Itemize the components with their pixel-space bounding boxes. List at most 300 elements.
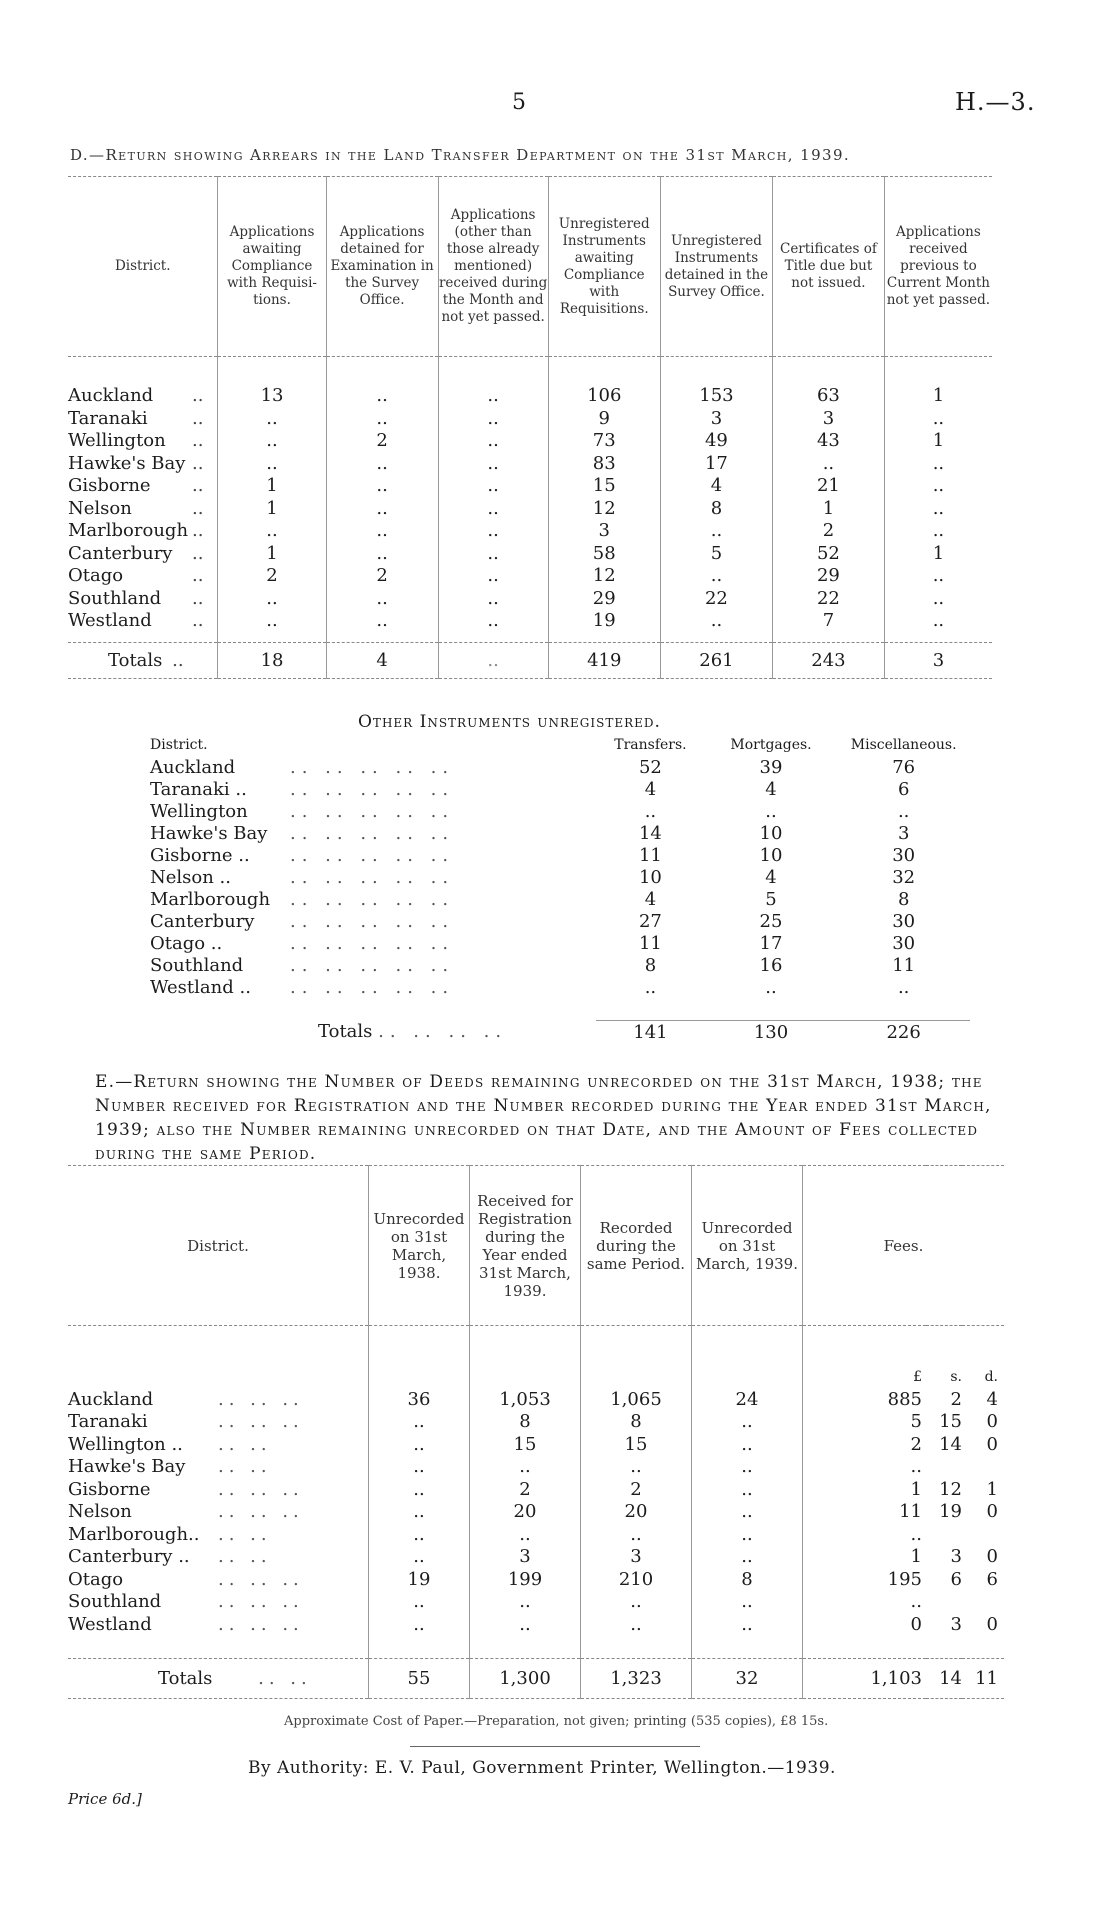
leader-dots: .. .. .. .. .. <box>290 910 455 932</box>
data-cell: 2 <box>326 565 438 588</box>
data-cell: 14 <box>638 822 662 844</box>
fees-pounds: 1 <box>803 1478 927 1501</box>
col-header-mortgages: Mortgages. <box>730 737 812 753</box>
data-cell: 8 <box>660 497 772 520</box>
data-cell: .. <box>644 976 657 998</box>
data-cell: 76 <box>892 756 916 778</box>
data-cell: .. <box>369 1523 470 1546</box>
fees-shillings <box>926 1523 962 1546</box>
district-cell <box>68 407 218 430</box>
data-cell: 153 <box>660 385 772 408</box>
data-cell: 4 <box>660 475 772 498</box>
data-cell: 4 <box>644 778 657 800</box>
district-name: Nelson .. <box>150 866 231 888</box>
leader-dots: .. .. <box>218 1433 272 1455</box>
data-cell: 13 <box>218 385 326 408</box>
table-row <box>68 1433 1004 1456</box>
data-cell: .. <box>470 1591 581 1614</box>
leader-dots: .. <box>192 452 204 474</box>
district-name: Canterbury <box>150 910 255 932</box>
district-name: Marlborough.. <box>68 1523 200 1545</box>
fees-shillings: 14 <box>939 1433 962 1455</box>
data-cell: 3 <box>660 407 772 430</box>
data-cell: 1 <box>218 542 326 565</box>
data-cell: .. <box>438 610 548 633</box>
data-cell: .. <box>369 1591 470 1614</box>
col-header: Unrecorded on 31st March, 1938. <box>369 1166 470 1326</box>
data-cell: 15 <box>470 1433 581 1456</box>
table-row <box>68 565 992 588</box>
district-name: Westland .. <box>150 976 251 998</box>
table-row <box>68 1523 1004 1546</box>
data-cell: .. <box>326 587 438 610</box>
fees-pence: 0 <box>986 1546 998 1568</box>
leader-dots: .. .. .. <box>218 1568 304 1590</box>
district-name: Hawke's Bay <box>68 1456 186 1478</box>
data-cell: 36 <box>369 1388 470 1411</box>
data-cell: .. <box>218 587 326 610</box>
table-row <box>150 756 970 778</box>
table-row <box>150 976 970 998</box>
total-cell: 261 <box>660 642 772 678</box>
fees-pence: 0 <box>986 1613 998 1635</box>
data-cell: 7 <box>773 610 885 633</box>
leader-dots: .. .. .. .. .. <box>290 778 455 800</box>
data-cell: .. <box>692 1501 803 1524</box>
leader-dots: .. .. .. .. .. <box>290 954 455 976</box>
leader-dots: .. .. .. <box>218 1388 304 1410</box>
total-cell: 18 <box>218 642 326 678</box>
data-cell: 3 <box>581 1546 692 1569</box>
leader-dots: .. .. <box>218 1456 272 1478</box>
col-header: Applications detained for Examination in the Survey Office. <box>326 177 438 357</box>
table-row <box>68 497 992 520</box>
data-cell: .. <box>897 800 910 822</box>
data-cell: .. <box>660 565 772 588</box>
data-cell: 52 <box>638 756 662 778</box>
data-cell: 11 <box>892 954 916 976</box>
district-name: Southland <box>150 954 244 976</box>
district-cell <box>68 475 218 498</box>
data-cell: .. <box>692 1523 803 1546</box>
total-cell: 243 <box>773 642 885 678</box>
data-cell: 27 <box>638 910 662 932</box>
district-cell <box>150 756 596 778</box>
district-name: Hawke's Bay <box>150 822 268 844</box>
data-cell: 8 <box>470 1411 581 1434</box>
table-row <box>68 1568 1004 1591</box>
district-cell <box>68 1501 369 1524</box>
totals-label <box>68 642 218 678</box>
data-cell: .. <box>369 1456 470 1479</box>
fee-unit-pounds: £ <box>803 1366 927 1389</box>
leader-dots: .. .. <box>218 1523 272 1545</box>
data-cell: .. <box>884 452 992 475</box>
leader-dots: .. <box>192 497 204 519</box>
data-cell: 3 <box>470 1546 581 1569</box>
table-row <box>68 385 992 408</box>
fees-pounds: 0 <box>803 1613 927 1636</box>
data-cell: 2 <box>773 520 885 543</box>
fees-pounds: 5 <box>803 1411 927 1434</box>
district-cell <box>68 1523 369 1546</box>
data-cell: .. <box>326 475 438 498</box>
data-cell: .. <box>369 1478 470 1501</box>
district-name: Gisborne <box>68 475 151 497</box>
data-cell: .. <box>644 800 657 822</box>
data-cell: .. <box>438 475 548 498</box>
leader-dots: .. .. .. .. .. <box>290 844 455 866</box>
leader-dots: .. <box>192 475 204 497</box>
data-cell: .. <box>692 1613 803 1636</box>
other-instruments-totals-row <box>150 1021 970 1044</box>
data-cell: .. <box>438 565 548 588</box>
district-cell <box>150 844 596 866</box>
data-cell: 3 <box>548 520 660 543</box>
table-d-totals-row <box>68 642 992 678</box>
district-cell <box>150 976 596 998</box>
total-cell: 1,300 <box>470 1659 581 1699</box>
fees-shillings <box>926 1591 962 1614</box>
data-cell: .. <box>884 610 992 633</box>
data-cell: .. <box>218 430 326 453</box>
total-cell: 3 <box>884 642 992 678</box>
district-cell <box>68 385 218 408</box>
data-cell: .. <box>884 520 992 543</box>
col-header-district: District. <box>68 177 218 357</box>
data-cell: 52 <box>773 542 885 565</box>
col-header: Applications awaiting Compliance with Requisi-tions. <box>218 177 326 357</box>
table-row <box>150 932 970 954</box>
table-row <box>68 1613 1004 1636</box>
table-row <box>150 844 970 866</box>
data-cell: .. <box>438 542 548 565</box>
district-cell <box>68 565 218 588</box>
fees-pounds: .. <box>803 1456 927 1479</box>
table-d-title: D.—Return showing Arrears in the Land Transfer Department on the 31st March, 1939. <box>70 146 851 164</box>
district-cell <box>150 866 596 888</box>
fees-pence: 0 <box>986 1501 998 1523</box>
total-cell: 32 <box>692 1659 803 1699</box>
table-row <box>68 452 992 475</box>
data-cell: 19 <box>369 1568 470 1591</box>
total-cell: .. <box>438 642 548 678</box>
data-cell: .. <box>884 587 992 610</box>
col-header: Applications received previous to Current Month not yet passed. <box>884 177 992 357</box>
col-header: Unrecorded on 31st March, 1939. <box>692 1166 803 1326</box>
data-cell: .. <box>326 542 438 565</box>
data-cell: 22 <box>660 587 772 610</box>
data-cell: 17 <box>660 452 772 475</box>
district-name: Westland <box>68 610 152 632</box>
data-cell: .. <box>218 452 326 475</box>
col-header-district: District. <box>150 737 208 753</box>
table-row <box>68 1546 1004 1569</box>
data-cell: .. <box>326 452 438 475</box>
table-row <box>68 1411 1004 1434</box>
district-cell <box>68 1546 369 1569</box>
district-cell <box>68 1478 369 1501</box>
table-row <box>68 1501 1004 1524</box>
district-cell <box>150 910 596 932</box>
district-name: Gisborne <box>68 1478 151 1500</box>
district-cell <box>68 587 218 610</box>
district-name: Auckland <box>150 756 236 778</box>
data-cell: .. <box>326 610 438 633</box>
col-header-transfers: Transfers. <box>614 737 687 753</box>
district-name: Nelson <box>68 1501 132 1523</box>
fees-shillings <box>926 1456 962 1479</box>
district-cell <box>150 954 596 976</box>
district-cell <box>68 610 218 633</box>
leader-dots: .. .. .. .. .. <box>290 932 455 954</box>
fees-pence: 1 <box>986 1478 998 1500</box>
data-cell: 83 <box>548 452 660 475</box>
col-header: Recorded during the same Period. <box>581 1166 692 1326</box>
leader-dots: .. <box>192 407 204 429</box>
data-cell: 3 <box>897 822 910 844</box>
district-name: Taranaki <box>68 1411 148 1433</box>
data-cell: .. <box>765 976 777 998</box>
data-cell: 4 <box>644 888 657 910</box>
data-cell: .. <box>326 385 438 408</box>
total-cell: 141 <box>596 1021 705 1044</box>
data-cell: 17 <box>759 932 783 954</box>
data-cell: .. <box>692 1591 803 1614</box>
leader-dots: .. <box>192 385 204 407</box>
table-row <box>68 475 992 498</box>
district-name: Wellington <box>150 800 248 822</box>
data-cell: 19 <box>548 610 660 633</box>
district-name: Canterbury <box>68 542 173 564</box>
total-cell: 4 <box>326 642 438 678</box>
fees-pounds: 11 <box>803 1501 927 1524</box>
data-cell: 58 <box>548 542 660 565</box>
data-cell: 30 <box>892 844 916 866</box>
col-header: Certificates of Title due but not issued. <box>773 177 885 357</box>
data-cell: 1,053 <box>470 1388 581 1411</box>
data-cell: 3 <box>773 407 885 430</box>
leader-dots: .. .. .. <box>218 1411 304 1433</box>
data-cell: 2 <box>470 1478 581 1501</box>
data-cell: 1 <box>218 497 326 520</box>
table-row <box>68 520 992 543</box>
fees-shillings: 3 <box>950 1613 962 1635</box>
data-cell: 9 <box>548 407 660 430</box>
fees-pence: 0 <box>986 1411 998 1433</box>
table-row <box>68 587 992 610</box>
district-name: Marlborough <box>150 888 271 910</box>
data-cell: 10 <box>638 866 662 888</box>
data-cell: 32 <box>892 866 916 888</box>
district-cell <box>68 430 218 453</box>
fees-pounds: 2 <box>803 1433 927 1456</box>
data-cell: 22 <box>773 587 885 610</box>
data-cell: 30 <box>892 910 916 932</box>
district-cell <box>150 800 596 822</box>
data-cell: .. <box>218 520 326 543</box>
printer-authority: By Authority: E. V. Paul, Government Printer, Wellington.—1939. <box>248 1758 836 1778</box>
fees-shillings: 12 <box>939 1478 962 1500</box>
data-cell: .. <box>470 1456 581 1479</box>
fees-pounds: 195 <box>803 1568 927 1591</box>
total-cell: 226 <box>837 1021 970 1044</box>
data-cell: 29 <box>548 587 660 610</box>
data-cell: 10 <box>759 822 783 844</box>
data-cell: .. <box>884 497 992 520</box>
data-cell: .. <box>884 407 992 430</box>
district-cell <box>68 1411 369 1434</box>
data-cell: 106 <box>548 385 660 408</box>
fees-pounds: .. <box>803 1591 927 1614</box>
district-name: Taranaki .. <box>150 778 247 800</box>
table-row <box>150 800 970 822</box>
data-cell: 210 <box>581 1568 692 1591</box>
data-cell: .. <box>692 1433 803 1456</box>
district-cell <box>68 1388 369 1411</box>
district-cell <box>68 1433 369 1456</box>
district-name: Otago <box>68 565 124 587</box>
col-header: Applications (other than those already mentioned) received during the Month and not yet passed. <box>438 177 548 357</box>
data-cell: .. <box>438 497 548 520</box>
col-header-district: District. <box>68 1166 369 1326</box>
data-cell: 1 <box>884 385 992 408</box>
table-row <box>68 542 992 565</box>
data-cell: 16 <box>759 954 783 976</box>
data-cell: .. <box>438 587 548 610</box>
data-cell: 2 <box>218 565 326 588</box>
table-row <box>68 610 992 633</box>
leader-dots: .. .. .. .. .. <box>290 756 455 778</box>
page-number: 5 <box>512 90 526 115</box>
data-cell: 20 <box>470 1501 581 1524</box>
data-cell: 20 <box>581 1501 692 1524</box>
table-row <box>68 1478 1004 1501</box>
data-cell: .. <box>369 1546 470 1569</box>
data-cell: 39 <box>759 756 783 778</box>
data-cell: 15 <box>548 475 660 498</box>
table-row <box>68 407 992 430</box>
data-cell: .. <box>218 610 326 633</box>
data-cell: 4 <box>765 778 777 800</box>
data-cell: .. <box>581 1591 692 1614</box>
totals-label: Totals <box>158 1668 213 1689</box>
fees-pounds: 1 <box>803 1546 927 1569</box>
fees-pence <box>962 1456 1004 1479</box>
data-cell: .. <box>692 1411 803 1434</box>
district-cell <box>150 932 596 954</box>
district-cell <box>68 542 218 565</box>
leader-dots: .. <box>192 610 204 632</box>
table-row <box>150 866 970 888</box>
data-cell: .. <box>369 1613 470 1636</box>
district-name: Taranaki <box>68 407 148 429</box>
col-header-fees: Fees. <box>803 1166 1005 1326</box>
table-row <box>150 954 970 976</box>
data-cell: .. <box>692 1546 803 1569</box>
fees-shillings: 3 <box>950 1546 962 1568</box>
col-header: Unregistered Instruments detained in the Survey Office. <box>660 177 772 357</box>
data-cell: .. <box>897 976 910 998</box>
table-e-totals-row <box>68 1659 1004 1699</box>
district-name: Auckland <box>68 385 154 407</box>
leader-dots: .. .. .. .. .. <box>290 976 455 998</box>
data-cell: 4 <box>765 866 777 888</box>
data-cell: 1 <box>884 430 992 453</box>
leader-dots: .. .. .. <box>218 1591 304 1613</box>
data-cell: 43 <box>773 430 885 453</box>
data-cell: 2 <box>326 430 438 453</box>
data-cell: 2 <box>581 1478 692 1501</box>
data-cell: .. <box>438 385 548 408</box>
district-cell <box>68 1456 369 1479</box>
data-cell: .. <box>326 520 438 543</box>
data-cell: 6 <box>897 778 910 800</box>
data-cell: 49 <box>660 430 772 453</box>
fee-unit-shillings: s. <box>950 1368 962 1385</box>
district-name: Otago <box>68 1568 124 1590</box>
data-cell: .. <box>692 1478 803 1501</box>
data-cell: 12 <box>548 565 660 588</box>
fees-pence: 0 <box>986 1433 998 1455</box>
data-cell: 5 <box>765 888 777 910</box>
data-cell: 21 <box>773 475 885 498</box>
table-e-title: E.—Return showing the Number of Deeds remaining unrecorded on the 31st March, 1938; the Number received for Registration and the Number recorded during the Year ended 31st March, 1939; also the Number remaining unrecorded on that Date, and the Amount of Fees collected during the same Period. <box>95 1072 992 1164</box>
data-cell: .. <box>692 1456 803 1479</box>
data-cell: .. <box>660 610 772 633</box>
data-cell: .. <box>326 407 438 430</box>
district-name: Gisborne .. <box>150 844 250 866</box>
data-cell: 1 <box>884 542 992 565</box>
total-cell: 55 <box>369 1659 470 1699</box>
data-cell: 5 <box>660 542 772 565</box>
leader-dots: .. <box>192 565 204 587</box>
district-cell <box>68 1613 369 1636</box>
data-cell: .. <box>326 497 438 520</box>
fees-pence <box>962 1591 1004 1614</box>
leader-dots: .. .. .. .. .. <box>290 822 455 844</box>
data-cell: 73 <box>548 430 660 453</box>
other-instruments-title: Other Instruments unregistered. <box>358 712 661 732</box>
total-cell: 1,323 <box>581 1659 692 1699</box>
data-cell: 199 <box>470 1568 581 1591</box>
data-cell: 11 <box>638 844 662 866</box>
district-name: Westland <box>68 1613 152 1635</box>
fees-pence <box>962 1523 1004 1546</box>
data-cell: 8 <box>897 888 910 910</box>
district-cell <box>150 778 596 800</box>
district-name: Otago .. <box>150 932 223 954</box>
district-cell <box>68 497 218 520</box>
leader-dots: .. .. .. <box>218 1478 304 1500</box>
data-cell: .. <box>581 1523 692 1546</box>
data-cell: .. <box>470 1613 581 1636</box>
data-cell: 63 <box>773 385 885 408</box>
district-cell <box>68 452 218 475</box>
leader-dots: .. .. .. <box>218 1613 304 1635</box>
footer-rule <box>410 1746 700 1747</box>
district-name: Wellington .. <box>68 1433 183 1455</box>
leader-dots: .. .. .. .. .. <box>290 866 455 888</box>
table-row <box>68 1388 1004 1411</box>
data-cell: .. <box>438 430 548 453</box>
fees-shillings: 19 <box>939 1501 962 1523</box>
data-cell: .. <box>438 407 548 430</box>
data-cell: 8 <box>692 1568 803 1591</box>
table-row <box>150 822 970 844</box>
table-row <box>150 888 970 910</box>
leader-dots: .. .. .. .. <box>378 1021 508 1043</box>
